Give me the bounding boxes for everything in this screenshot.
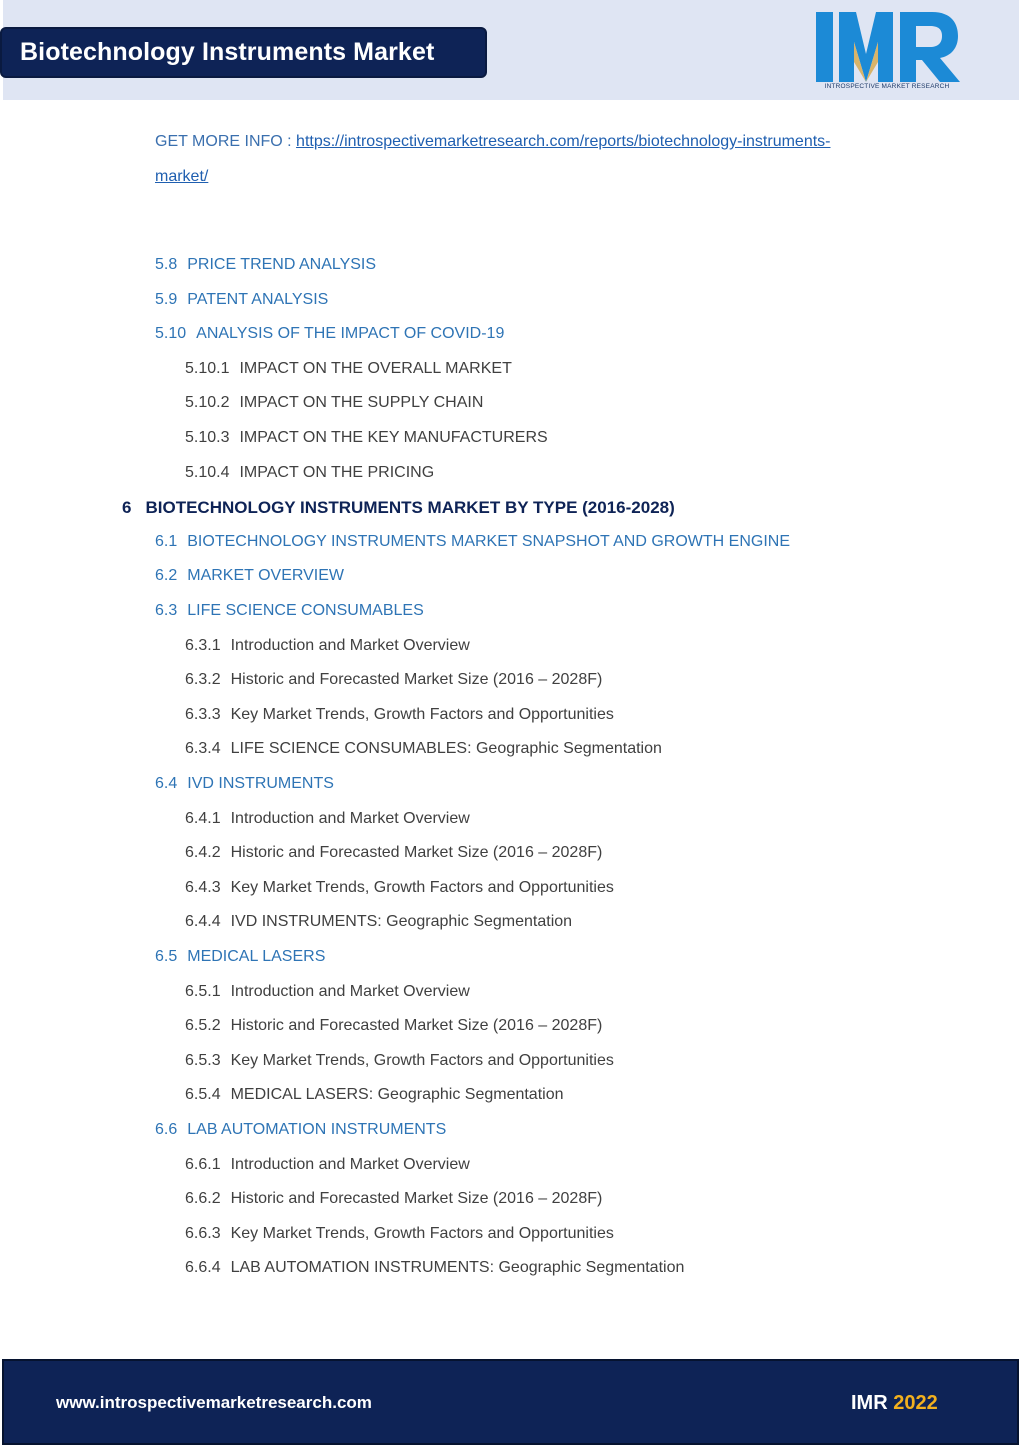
toc-entry[interactable] xyxy=(155,948,325,966)
toc-entry-text: Historic and Forecasted Market Size (2016 – 2028F) xyxy=(230,671,603,689)
toc-entry-text: LAB AUTOMATION INSTRUMENTS xyxy=(187,1121,447,1138)
toc-entry-number: 5.8 xyxy=(155,256,178,273)
toc-entry-text: PRICE TREND ANALYSIS xyxy=(187,256,377,273)
toc-entry[interactable] xyxy=(185,879,614,897)
toc-entry-number: 6.3.1 xyxy=(185,636,221,654)
toc-entry-number: 6.5 xyxy=(155,948,178,965)
toc-entry-text: Introduction and Market Overview xyxy=(230,982,470,1000)
toc-entry[interactable] xyxy=(155,602,424,620)
toc-entry-text: IMPACT ON THE PRICING xyxy=(239,463,435,481)
toc-entry[interactable] xyxy=(185,913,572,931)
toc-entry-text: Key Market Trends, Growth Factors and Opportunities xyxy=(230,878,614,896)
toc-entry[interactable] xyxy=(185,1052,614,1070)
toc-entry[interactable] xyxy=(155,533,790,551)
toc-entry-text: BIOTECHNOLOGY INSTRUMENTS MARKET SNAPSHOT AND GROWTH ENGINE xyxy=(187,532,790,550)
toc-entry[interactable] xyxy=(155,291,328,309)
toc-entry[interactable] xyxy=(185,1259,684,1277)
toc-entry-number: 6.2 xyxy=(155,567,178,585)
toc-entry-number: 6.3.3 xyxy=(185,705,221,723)
toc-entry-number: 6.6 xyxy=(155,1121,178,1138)
toc-entry-number: 6 xyxy=(122,498,132,518)
toc-entry-number: 6.3.2 xyxy=(185,671,221,689)
toc-entry[interactable] xyxy=(155,775,334,793)
toc-entry[interactable] xyxy=(185,983,470,1001)
toc-entry[interactable] xyxy=(185,394,483,412)
toc-entry-number: 6.4.1 xyxy=(185,809,221,827)
footer-website[interactable]: www.introspectivemarketresearch.com xyxy=(56,1393,372,1412)
toc-entry[interactable] xyxy=(185,1225,614,1243)
toc-entry-text: Introduction and Market Overview xyxy=(230,1155,470,1173)
toc-entry-text: LIFE SCIENCE CONSUMABLES xyxy=(187,602,424,619)
toc-entry[interactable] xyxy=(185,637,470,655)
toc-entry-text: Key Market Trends, Growth Factors and Opportunities xyxy=(230,1051,614,1069)
toc-entry-number: 6.5.1 xyxy=(185,982,221,1000)
toc-entry[interactable] xyxy=(155,567,344,585)
toc-entry-number: 6.4.4 xyxy=(185,913,221,931)
toc-entry-number: 5.10.1 xyxy=(185,359,230,377)
toc-entry-number: 5.10 xyxy=(155,325,187,343)
report-link-line2: market/ xyxy=(155,168,209,185)
toc-entry[interactable] xyxy=(185,671,602,689)
toc-entry-number: 6.4.2 xyxy=(185,844,221,862)
toc-entry[interactable] xyxy=(185,1156,470,1174)
toc-entry-text: ANALYSIS OF THE IMPACT OF COVID-19 xyxy=(196,325,505,343)
toc-entry-number: 6.3.4 xyxy=(185,740,221,758)
toc-entry[interactable] xyxy=(185,1017,602,1035)
logo-caption: INTROSPECTIVE MARKET RESEARCH xyxy=(824,83,950,90)
toc-entry-number: 6.5.2 xyxy=(185,1017,221,1035)
toc-entry-number: 6.1 xyxy=(155,532,178,550)
toc-entry-text: Historic and Forecasted Market Size (2016 – 2028F) xyxy=(230,1190,603,1208)
footer-year: 2022 xyxy=(893,1392,938,1414)
toc-entry[interactable] xyxy=(185,706,614,724)
toc-entry-number: 5.10.2 xyxy=(185,394,230,412)
toc-entry[interactable] xyxy=(185,1086,564,1104)
toc-entry-text: Historic and Forecasted Market Size (2016 – 2028F) xyxy=(230,1017,603,1035)
footer-brand xyxy=(851,1392,938,1415)
document-title-box xyxy=(0,27,487,78)
toc-entry-number: 6.4.3 xyxy=(185,878,221,896)
toc-entry[interactable] xyxy=(155,325,504,343)
toc-entry-text: LIFE SCIENCE CONSUMABLES: Geographic Segmentation xyxy=(230,740,662,758)
toc-entry-text: PATENT ANALYSIS xyxy=(187,290,329,308)
toc-entry-text: IMPACT ON THE KEY MANUFACTURERS xyxy=(239,429,548,446)
toc-entry-text: MARKET OVERVIEW xyxy=(187,567,345,585)
toc-entry-text: IVD INSTRUMENTS xyxy=(187,775,334,792)
toc-entry-number: 5.10.3 xyxy=(185,429,230,446)
more-info-block xyxy=(155,124,915,194)
toc-entry[interactable] xyxy=(185,1190,602,1208)
toc-entry-number: 6.6.4 xyxy=(185,1259,221,1277)
toc-entry-text: Introduction and Market Overview xyxy=(230,809,470,827)
toc-entry[interactable] xyxy=(185,360,512,378)
toc-entry[interactable] xyxy=(185,429,548,447)
toc-entry-text: BIOTECHNOLOGY INSTRUMENTS MARKET BY TYPE (2016-2028) xyxy=(145,498,675,518)
toc-entry[interactable] xyxy=(185,810,470,828)
toc-entry-text: IVD INSTRUMENTS: Geographic Segmentation xyxy=(230,913,573,931)
toc-entry[interactable] xyxy=(185,464,434,482)
toc-entry-text: Introduction and Market Overview xyxy=(230,636,470,654)
toc-entry-number: 6.6.3 xyxy=(185,1224,221,1242)
toc-entry-text: IMPACT ON THE OVERALL MARKET xyxy=(239,359,512,377)
report-link-line1: https://introspectivemarketresearch.com/reports/biotechnology-instruments- xyxy=(296,133,831,150)
toc-entry-number: 6.6.2 xyxy=(185,1190,221,1208)
toc-entry-number: 6.6.1 xyxy=(185,1155,221,1173)
toc-entry-text: IMPACT ON THE SUPPLY CHAIN xyxy=(239,394,484,412)
toc-entry[interactable] xyxy=(185,844,602,862)
toc-entry-number: 6.3 xyxy=(155,602,178,619)
toc-entry-number: 6.5.3 xyxy=(185,1051,221,1069)
more-info-label: GET MORE INFO : xyxy=(155,133,297,150)
toc-entry-number: 6.4 xyxy=(155,775,178,792)
toc-entry-text: MEDICAL LASERS: Geographic Segmentation xyxy=(230,1086,564,1104)
toc-entry-text: Key Market Trends, Growth Factors and Opportunities xyxy=(230,1224,614,1242)
toc-entry[interactable] xyxy=(185,740,662,758)
document-title: Biotechnology Instruments Market xyxy=(20,38,435,66)
toc-entry-text: Key Market Trends, Growth Factors and Opportunities xyxy=(230,705,614,723)
toc-entry[interactable] xyxy=(155,1121,446,1139)
toc-entry-text: LAB AUTOMATION INSTRUMENTS: Geographic Segmentation xyxy=(230,1259,685,1277)
toc-entry-number: 5.10.4 xyxy=(185,463,230,481)
footer-brand-name: IMR xyxy=(851,1392,888,1414)
toc-entry-number: 6.5.4 xyxy=(185,1086,221,1104)
toc-entry[interactable] xyxy=(122,498,675,518)
toc-entry[interactable] xyxy=(155,256,376,274)
toc-entry-text: MEDICAL LASERS xyxy=(187,948,326,965)
toc-entry-number: 5.9 xyxy=(155,290,178,308)
footer xyxy=(2,1359,1019,1445)
toc-entry-text: Historic and Forecasted Market Size (2016 – 2028F) xyxy=(230,844,603,862)
